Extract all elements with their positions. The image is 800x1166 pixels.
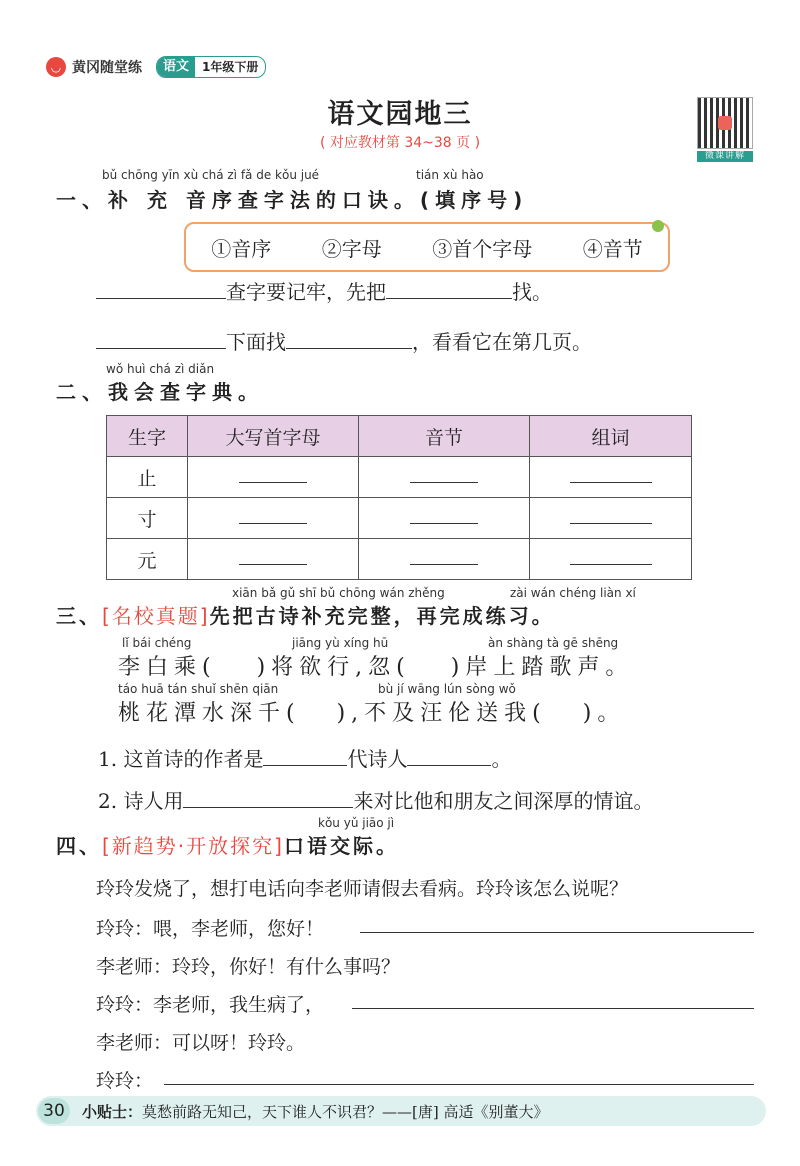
- poem-text: 桃花潭水深千(: [118, 701, 301, 726]
- answer-cell[interactable]: [188, 498, 359, 539]
- decorative-dot-icon: [652, 220, 664, 232]
- answer-blank[interactable]: [352, 1008, 754, 1009]
- tip-label: 小贴士：: [82, 1102, 143, 1121]
- poem-text: )岸上踏歌声。: [450, 655, 634, 680]
- q4-heading-row: [56, 830, 399, 859]
- dialog-line: 李老师：玲玲，你好！有什么事吗？: [96, 956, 401, 978]
- poem-pinyin: jiāng yù xíng hū: [292, 636, 389, 650]
- q3-number: 三、: [56, 604, 102, 628]
- q1-option: ④音节: [582, 236, 643, 261]
- answer-blank[interactable]: [96, 348, 226, 349]
- dialog-line: [96, 914, 324, 941]
- answer-blank[interactable]: [164, 1084, 754, 1085]
- qr-code-icon: [697, 97, 753, 149]
- grade-label: 1年级下册: [202, 60, 259, 74]
- q3-sub-1-text-b: 代诗人: [347, 747, 408, 771]
- q4-pinyin: kǒu yǔ jiāo jì: [318, 816, 395, 830]
- q3-sub-1-text-a: 1. 这首诗的作者是: [98, 747, 264, 771]
- q3-pinyin-a: xiān bǎ gǔ shī bǔ chōng wán zhěng: [232, 586, 445, 600]
- q3-tag: [名校真题]: [102, 604, 210, 628]
- dialog-line: 玲玲：李老师，我生病了，: [96, 994, 325, 1016]
- dialog-text: 玲玲：喂，李老师，您好！: [96, 918, 325, 940]
- answer-cell[interactable]: [530, 498, 692, 539]
- answer-cell[interactable]: [359, 498, 530, 539]
- q1-option: ②字母: [321, 236, 382, 261]
- q3-heading: 先把古诗补充完整，再完成练习。: [209, 604, 555, 628]
- q3-pinyin-b: zài wán chéng liàn xí: [510, 586, 636, 600]
- subject-label: 语文: [157, 57, 195, 77]
- dictionary-table: [106, 415, 692, 580]
- poem-text: 李白乘(: [118, 655, 217, 680]
- page-title: 语文园地三: [327, 99, 473, 130]
- q4-prompt: 玲玲发烧了，想打电话向李老师请假去看病。玲玲该怎么说呢？: [96, 878, 629, 900]
- qr-code[interactable]: [697, 97, 753, 161]
- poem-text: ),不及汪伦送我(: [336, 701, 547, 726]
- char-cell: 元: [107, 539, 188, 580]
- poem-text: )。: [582, 701, 626, 726]
- poem-line-2: [118, 696, 625, 727]
- poem-text: )将欲行,忽(: [256, 655, 411, 680]
- q1-line-2-text-a: 下面找: [226, 330, 286, 354]
- column-header: 生字: [107, 416, 188, 457]
- q3-sub-1-text-c: 。: [491, 747, 512, 771]
- q3-sub-2-text-b: 来对比他和朋友之间深厚的情谊。: [353, 789, 654, 813]
- q1-line-1-text-a: 查字要记牢，先把: [226, 280, 386, 304]
- brand-name: 黄冈随堂练: [72, 60, 142, 76]
- q1-pinyin: bǔ chōng yīn xù chá zì fǎ de kǒu jué: [102, 168, 320, 182]
- q1-option: ③首个字母: [432, 236, 533, 261]
- q1-pinyin-2: tián xù hào: [416, 168, 484, 182]
- dialog-line: 玲玲：: [96, 1070, 154, 1092]
- answer-cell[interactable]: [188, 539, 359, 580]
- answer-blank[interactable]: [183, 807, 353, 808]
- answer-cell[interactable]: [530, 539, 692, 580]
- q3-sub-1: [98, 743, 511, 772]
- smile-logo-icon: ◡: [46, 57, 66, 77]
- q3-heading-row: [56, 600, 555, 629]
- q1-line-1: [96, 276, 552, 305]
- answer-blank[interactable]: [360, 932, 754, 933]
- column-header: 大写首字母: [188, 416, 359, 457]
- answer-cell[interactable]: [188, 457, 359, 498]
- table-row: [107, 539, 692, 580]
- q1-line-2-text-b: ，看看它在第几页。: [412, 330, 592, 354]
- table-header-row: [107, 416, 692, 457]
- char-cell: 止: [107, 457, 188, 498]
- q2-pinyin: wǒ huì chá zì diǎn: [106, 362, 215, 376]
- answer-blank[interactable]: [386, 298, 512, 299]
- brand-header: [46, 56, 266, 78]
- q1-line-2: [96, 326, 592, 355]
- q4-tag: [新趋势·开放探究]: [102, 834, 284, 858]
- q3-sub-2: [98, 785, 653, 814]
- page-subtitle: ( 对应教材第 34~38 页 ): [319, 135, 481, 151]
- q1-heading: 一、补 充 音序查字法的口诀。(填序号): [56, 188, 529, 212]
- footer-bar: [36, 1096, 766, 1126]
- poem-pinyin: táo huā tán shuǐ shēn qiān: [118, 682, 279, 696]
- qr-caption: 微课讲解: [697, 151, 753, 162]
- table-row: [107, 498, 692, 539]
- column-header: 组词: [530, 416, 692, 457]
- q2-heading: 二、我会查字典。: [56, 380, 264, 404]
- poem-pinyin: lǐ bái chéng: [122, 636, 192, 650]
- answer-blank[interactable]: [96, 298, 226, 299]
- page-number: 30: [38, 1098, 70, 1124]
- answer-cell[interactable]: [530, 457, 692, 498]
- tip-text: 莫愁前路无知己，天下谁人不识君？——[唐] 高适《别董大》: [142, 1102, 549, 1121]
- poem-pinyin: àn shàng tà gē shēng: [488, 636, 619, 650]
- answer-blank[interactable]: [286, 348, 412, 349]
- poem-pinyin: bù jí wāng lún sòng wǒ: [378, 682, 516, 696]
- q1-option: ①音序: [211, 236, 272, 261]
- table-row: [107, 457, 692, 498]
- column-header: 音节: [359, 416, 530, 457]
- q4-heading: 口语交际。: [283, 834, 399, 858]
- q4-number: 四、: [56, 834, 102, 858]
- answer-cell[interactable]: [359, 457, 530, 498]
- answer-blank[interactable]: [263, 765, 347, 766]
- dialog-line: 李老师：可以呀！玲玲。: [96, 1032, 306, 1054]
- q3-sub-2-text-a: 2. 诗人用: [98, 789, 184, 813]
- answer-blank[interactable]: [407, 765, 491, 766]
- answer-cell[interactable]: [359, 539, 530, 580]
- footer-tip: [82, 1101, 549, 1122]
- char-cell: 寸: [107, 498, 188, 539]
- poem-line-1: [118, 650, 633, 681]
- q1-options-box: [184, 222, 670, 272]
- subject-badge: [156, 56, 266, 78]
- q1-line-1-text-b: 找。: [512, 280, 552, 304]
